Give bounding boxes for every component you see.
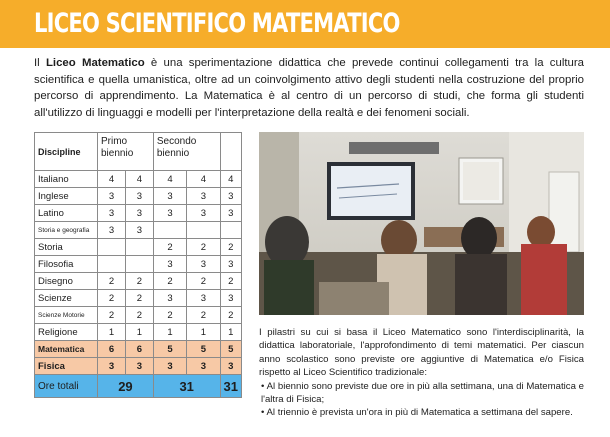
bullet-biennio: • Al biennio sono previste due ore in più alla settimana, una di Matematica e l'altra di Fisica;: [261, 380, 584, 406]
value-cell: 2: [153, 307, 186, 324]
header-primo-biennio: Primo biennio: [98, 133, 154, 171]
value-cell: 4: [153, 171, 186, 188]
value-cell: [187, 222, 220, 239]
subject-cell: Disegno: [35, 273, 98, 290]
value-cell: 3: [98, 358, 126, 375]
subject-cell: Scienze Motorie: [35, 307, 98, 324]
value-cell: 3: [153, 188, 186, 205]
table-row: [35, 290, 242, 307]
value-cell: 3: [220, 256, 241, 273]
value-cell: 2: [125, 290, 153, 307]
subject-cell: Matematica: [35, 341, 98, 358]
value-cell: 3: [125, 222, 153, 239]
value-cell: 2: [187, 239, 220, 256]
intro-bold: Liceo Matematico: [45, 57, 145, 69]
table-row: [35, 171, 242, 188]
value-cell: 3: [98, 222, 126, 239]
intro-paragraph: [34, 55, 584, 121]
header-secondo-biennio: Secondo biennio: [153, 133, 220, 171]
value-cell: 3: [125, 205, 153, 222]
intro-rest: è una sperimentazione didattica che prevede continui collegamenti tra la cultura scientifica e quella umanistica, oltre ad un coinvolgimento attivo degli studenti nella costruzione del proprio percorso di apprendimento. La Matematica è al centro di un percorso di studi, che forma gli studenti all'utilizzo di linguaggi e modelli per l'interpretazione della realtà e dei fenomeni sociali.: [34, 57, 584, 119]
value-cell: 3: [125, 188, 153, 205]
table-header-row: [35, 133, 242, 171]
value-cell: 5: [220, 341, 241, 358]
value-cell: 3: [153, 205, 186, 222]
bullet-triennio: • Al triennio è prevista un'ora in più di Matematica a settimana del sapere.: [261, 407, 573, 419]
value-cell: 6: [125, 341, 153, 358]
value-cell: 1: [153, 324, 186, 341]
value-cell: 4: [98, 171, 126, 188]
value-cell: 2: [98, 307, 126, 324]
subject-cell: Latino: [35, 205, 98, 222]
table-row: [35, 307, 242, 324]
value-cell: 2: [98, 273, 126, 290]
value-cell: 1: [220, 324, 241, 341]
value-cell: 3: [220, 290, 241, 307]
subject-cell: Religione: [35, 324, 98, 341]
total-secondo-biennio: 31: [153, 375, 220, 398]
value-cell: 3: [187, 188, 220, 205]
value-cell: [98, 256, 126, 273]
value-cell: [98, 239, 126, 256]
value-cell: 2: [220, 307, 241, 324]
value-cell: 3: [187, 256, 220, 273]
table-row: [35, 324, 242, 341]
table-row: [35, 188, 242, 205]
value-cell: [125, 256, 153, 273]
pillars-paragraph: I pilastri su cui si basa il Liceo Matematico sono l'interdisciplinarità, la didattica laboratoriale, l'approfondimento di temi matematici. Per ciascun anno scolastico sono previste ore aggiuntive di Matematica e/o Fisica rispetto al Liceo Scientifico tradizionale:: [259, 327, 584, 379]
value-cell: 3: [220, 188, 241, 205]
subject-cell: Fisica: [35, 358, 98, 375]
value-cell: 2: [187, 273, 220, 290]
table-row-highlight: [35, 358, 242, 375]
value-cell: 5: [187, 341, 220, 358]
value-cell: 3: [98, 205, 126, 222]
subject-cell: Scienze: [35, 290, 98, 307]
value-cell: 4: [125, 171, 153, 188]
subject-cell: Filosofia: [35, 256, 98, 273]
value-cell: 3: [220, 205, 241, 222]
value-cell: 1: [98, 324, 126, 341]
subject-cell: Storia e geografia: [35, 222, 98, 239]
table-row: [35, 222, 242, 239]
value-cell: 2: [187, 307, 220, 324]
intro-prefix: Il: [34, 57, 46, 69]
value-cell: 2: [220, 273, 241, 290]
total-primo-biennio: 29: [98, 375, 154, 398]
title-banner: [0, 0, 610, 48]
subject-cell: Storia: [35, 239, 98, 256]
table-row: [35, 273, 242, 290]
classroom-photo-illustration: [259, 132, 584, 315]
value-cell: 2: [153, 273, 186, 290]
total-label: Ore totali: [35, 375, 98, 398]
value-cell: 3: [187, 358, 220, 375]
value-cell: 2: [125, 307, 153, 324]
table-total-row: [35, 375, 242, 398]
value-cell: 3: [125, 358, 153, 375]
value-cell: 4: [187, 171, 220, 188]
classroom-photo: [259, 132, 584, 315]
subject-cell: Italiano: [35, 171, 98, 188]
value-cell: 6: [98, 341, 126, 358]
value-cell: 2: [153, 239, 186, 256]
pillars-text: [259, 326, 584, 420]
value-cell: 5: [153, 341, 186, 358]
table-row: [35, 256, 242, 273]
value-cell: [125, 239, 153, 256]
value-cell: 3: [187, 205, 220, 222]
value-cell: 2: [220, 239, 241, 256]
value-cell: 4: [220, 171, 241, 188]
total-quinto-anno: 31: [220, 375, 241, 398]
value-cell: 3: [153, 290, 186, 307]
header-discipline: Discipline: [35, 133, 98, 171]
value-cell: 2: [125, 273, 153, 290]
table-row-highlight: [35, 341, 242, 358]
value-cell: 3: [153, 256, 186, 273]
subject-cell: Inglese: [35, 188, 98, 205]
hours-table: [34, 132, 242, 398]
header-blank: [220, 133, 241, 171]
value-cell: 2: [98, 290, 126, 307]
table-row: [35, 205, 242, 222]
value-cell: 3: [187, 290, 220, 307]
value-cell: 1: [187, 324, 220, 341]
value-cell: 3: [153, 358, 186, 375]
value-cell: [153, 222, 186, 239]
table-row: [35, 239, 242, 256]
value-cell: 3: [98, 188, 126, 205]
value-cell: 3: [220, 358, 241, 375]
page-title: LICEO SCIENTIFICO MATEMATICO: [34, 8, 400, 39]
value-cell: [220, 222, 241, 239]
value-cell: 1: [125, 324, 153, 341]
